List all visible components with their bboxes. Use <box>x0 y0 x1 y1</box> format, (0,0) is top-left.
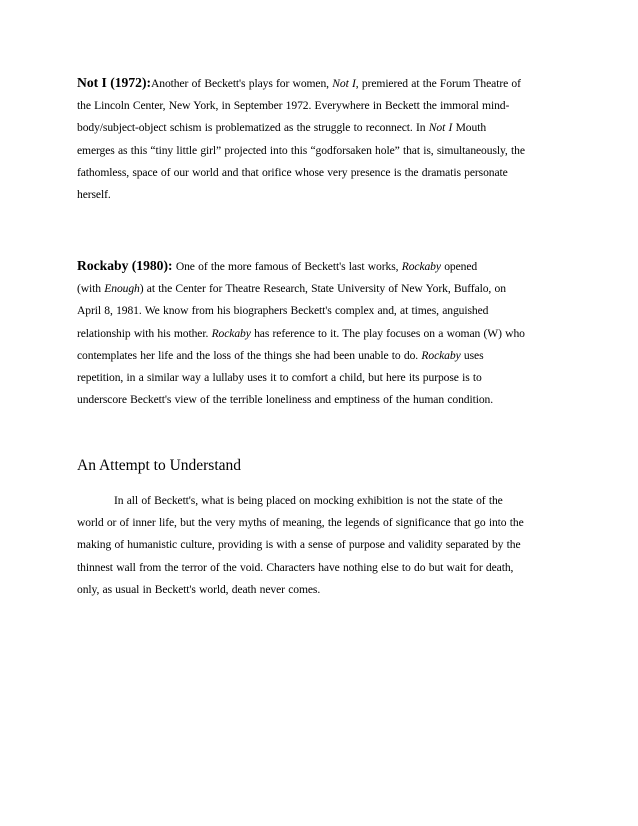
paragraph-line: world or of inner life, but the very myths of meaning, the legends of significance that go into the <box>77 516 524 530</box>
paragraph-line: underscore Beckett's view of the terrible loneliness and emptiness of the human condition. <box>77 393 494 407</box>
paragraph-line: making of humanistic culture, providing is with a sense of purpose and validity separated by the <box>77 538 521 552</box>
paragraph-line: only, as usual in Beckett's world, death never comes. <box>77 582 321 596</box>
paragraph-line: emerges as this “tiny little girl” projected into this “godforsaken hole” that is, simultaneously, the <box>77 143 525 157</box>
paragraph-line: thinnest wall from the terror of the void. Characters have nothing else to do but wait for death, <box>77 560 514 574</box>
paragraph-line: fathomless, space of our world and that orifice whose very presence is the dramatis personate <box>77 165 508 179</box>
paragraph-line: April 8, 1981. We know from his biographers Beckett's complex and, at times, anguished <box>77 304 489 318</box>
rockaby-title: Rockaby (1980): <box>77 258 173 273</box>
paragraph-line: (with Enough) at the Center for Theatre Research, State University of New York, Buffalo, on <box>77 282 506 296</box>
attempt-paragraph <box>77 490 567 601</box>
rockaby-paragraph <box>77 255 567 411</box>
paragraph-line: body/subject-object schism is problematized as the struggle to reconnect. In Not I Mouth <box>77 121 487 135</box>
paragraph-line: In all of Beckett's, what is being placed on mocking exhibition is not the state of the <box>114 494 503 507</box>
paragraph-line: Not I (1972):Another of Beckett's plays for women, Not I, premiered at the Forum Theatre of <box>77 75 521 90</box>
paragraph-line: the Lincoln Center, New York, in September 1972. Everywhere in Beckett the immoral mind- <box>77 99 510 113</box>
section-heading: An Attempt to Understand <box>77 457 242 474</box>
not-i-title: Not I (1972): <box>77 75 151 90</box>
paragraph-line: relationship with his mother. Rockaby has reference to it. The play focuses on a woman (W) who <box>77 326 525 340</box>
not-i-paragraph <box>77 72 567 206</box>
paragraph-line: Rockaby (1980): One of the more famous of Beckett's last works, Rockaby opened <box>77 258 478 273</box>
paragraph-line: herself. <box>77 188 111 202</box>
paragraph-line: repetition, in a similar way a lullaby uses it to comfort a child, but here its purpose is to <box>77 371 482 385</box>
paragraph-line: contemplates her life and the loss of the things she had been unable to do. Rockaby uses <box>77 348 484 362</box>
